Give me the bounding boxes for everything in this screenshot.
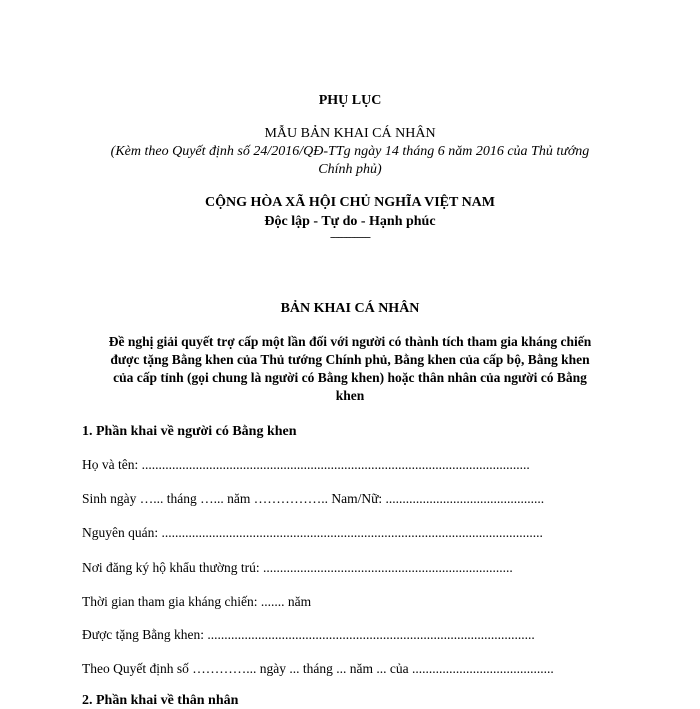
form-title: MẪU BẢN KHAI CÁ NHÂN	[264, 126, 436, 141]
field-resistance-duration: Thời gian tham gia kháng chiến: ....... năm	[82, 594, 312, 609]
appendix-title: PHỤ LỤC	[318, 93, 382, 108]
document-title: BẢN KHAI CÁ NHÂN	[280, 301, 420, 316]
request-line-1: Đề nghị giải quyết trợ cấp một lần đối với người có thành tích tham gia kháng chiến	[108, 334, 592, 349]
section-2-heading: 2. Phần khai về thân nhân	[82, 693, 239, 708]
field-birth-date-gender: Sinh ngày …... tháng …... năm …………….. Nam/Nữ: ...............................................	[82, 491, 545, 506]
country-name: CỘNG HÒA XÃ HỘI CHỦ NGHĨA VIỆT NAM	[204, 195, 495, 210]
request-line-2: được tặng Bằng khen của Thủ tướng Chính phủ, Bằng khen của cấp bộ, Bằng khen	[110, 352, 590, 367]
field-award-received: Được tặng Bằng khen: .................................................................................................	[82, 627, 535, 642]
field-full-name: Họ và tên: ...................................................................................................................	[82, 457, 530, 472]
request-line-3: của cấp tỉnh (gọi chung là người có Bằng khen) hoặc thân nhân của người có Bằng	[113, 370, 587, 385]
section-1-heading: 1. Phần khai về người có Bằng khen	[82, 424, 297, 439]
request-line-4: khen	[335, 388, 365, 403]
field-permanent-residence: Nơi đăng ký hộ khẩu thường trú: ..........................................................................	[82, 560, 513, 575]
field-hometown: Nguyên quán: .................................................................................................................	[82, 525, 543, 540]
field-decision-reference: Theo Quyết định số …………... ngày ... tháng ... năm ... của ..........................................	[82, 661, 554, 676]
decision-note-line-1: (Kèm theo Quyết định số 24/2016/QĐ-TTg ngày 14 tháng 6 năm 2016 của Thủ tướng	[110, 144, 590, 159]
decision-note-line-2: Chính phủ)	[318, 162, 382, 177]
national-motto: Độc lập - Tự do - Hạnh phúc	[264, 214, 436, 229]
motto-divider: ---------------	[330, 231, 370, 243]
